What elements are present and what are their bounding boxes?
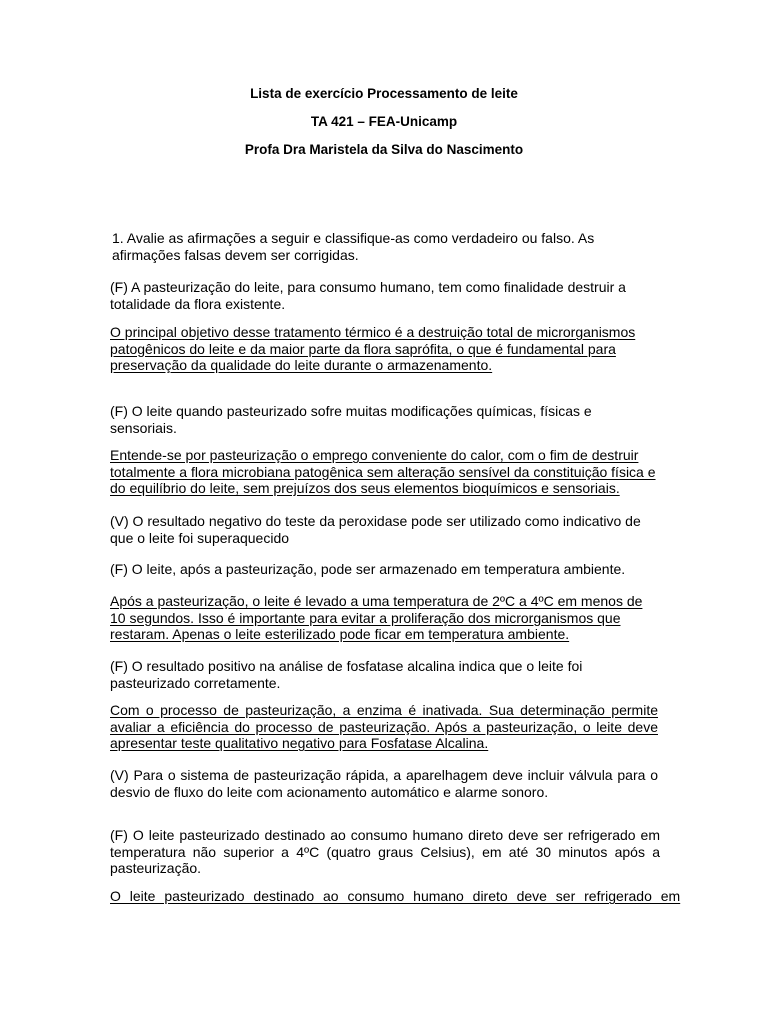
statement-7: (F) O leite pasteurizado destinado ao consumo humano direto deve ser refrigerado em temperatura não superior a 4ºC (quatro graus Celsius), em até 30 minutos após a pasteurização. [110, 827, 660, 876]
exercise-intro: 1. Avalie as afirmações a seguir e classifique-as como verdadeiro ou falso. As afirmações falsas devem ser corrigidas. [112, 230, 595, 263]
statement-2: (F) O leite quando pasteurizado sofre muitas modificações químicas, físicas e sensoriais. [110, 403, 592, 436]
statement-3: (V) O resultado negativo do teste da peroxidase pode ser utilizado como indicativo de que o leite foi superaquecido [110, 513, 641, 546]
professor-name: Profa Dra Maristela da Silva do Nascimento [244, 142, 524, 157]
statement-6: (V) Para o sistema de pasteurização rápida, a aparelhagem deve incluir válvula para o desvio de fluxo do leite com acionamento automático e alarme sonoro. [110, 767, 658, 800]
statement-4: (F) O leite, após a pasteurização, pode ser armazenado em temperatura ambiente. [110, 561, 626, 577]
answer-2: Entende-se por pasteurização o emprego conveniente do calor, com o fim de destruir totalmente a flora microbiana patogênica sem alteração sensível da constituição física e do equilíbrio do leite, sem prejuízos dos seus elementos bioquímicos e sensoriais. [110, 447, 656, 496]
course-code: TA 421 – FEA-Unicamp [310, 114, 458, 129]
statement-1: (F) A pasteurização do leite, para consumo humano, tem como finalidade destruir a totalidade da flora existente. [110, 279, 626, 312]
statement-5: (F) O resultado positivo na análise de fosfatase alcalina indica que o leite foi pasteurizado corretamente. [110, 658, 583, 691]
answer-5: Com o processo de pasteurização, a enzima é inativada. Sua determinação permite avaliar a eficiência do processo de pasteurização. Após a pasteurização, o leite deve apresentar teste qualitativo negativo para Fosfatase Alcalina. [110, 702, 658, 751]
document-title: Lista de exercício Processamento de leite [250, 86, 518, 101]
answer-7: O leite pasteurizado destinado ao consumo humano direto deve ser refrigerado em [110, 888, 681, 904]
answer-4: Após a pasteurização, o leite é levado a uma temperatura de 2ºC a 4ºC em menos de 10 segundos. Isso é importante para evitar a proliferação dos microrganismos que restaram. Apenas o leite esterilizado pode ficar em temperatura ambiente. [110, 593, 643, 642]
answer-1: O principal objetivo desse tratamento térmico é a destruição total de microrganismos patogênicos do leite e da maior parte da flora saprófita, o que é fundamental para preservação da qualidade do leite durante o armazenamento. [110, 324, 636, 373]
